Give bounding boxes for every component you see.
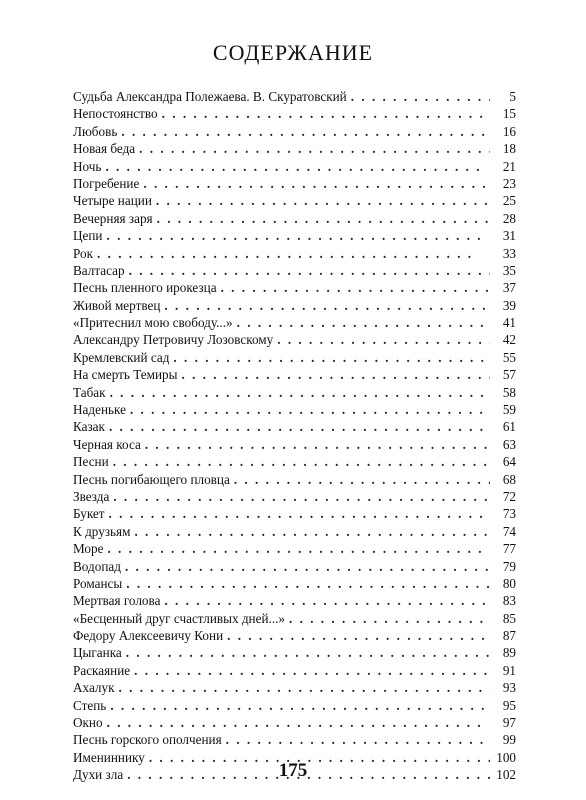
toc-entry <box>73 210 516 227</box>
toc-entry-page: 73 <box>502 506 516 522</box>
toc-entry-page: 39 <box>502 297 516 313</box>
toc-entry <box>73 627 516 644</box>
toc-entry-title: Табак <box>73 384 106 400</box>
toc-entry-page: 83 <box>502 593 516 609</box>
dot-leader <box>221 279 490 296</box>
toc-entry <box>73 227 516 244</box>
toc-entry-title: Наденьке <box>73 402 126 418</box>
dot-leader <box>107 540 490 557</box>
dot-leader <box>109 418 490 435</box>
toc-entry-page: 95 <box>502 697 516 713</box>
toc-entry-title: Ночь <box>73 158 102 174</box>
dot-leader <box>181 366 490 383</box>
toc-entry-title: Море <box>73 541 104 557</box>
toc-entry-title: Букет <box>73 506 105 522</box>
toc-entry-page: 64 <box>502 454 516 470</box>
toc-entry-title: Федору Алексеевичу Кони <box>73 628 224 644</box>
dot-leader <box>164 592 490 609</box>
toc-entry <box>73 245 516 262</box>
toc-entry-page: 77 <box>502 541 516 557</box>
toc-entry-title: На смерть Темиры <box>73 367 178 383</box>
dot-leader <box>134 523 490 540</box>
toc-entry <box>73 488 516 505</box>
dot-leader <box>126 575 490 592</box>
dot-leader <box>119 679 491 696</box>
toc-entry <box>73 558 516 575</box>
toc-entry <box>73 331 516 348</box>
toc-entry-page: 42 <box>502 332 516 348</box>
toc-entry-page: 68 <box>502 471 516 487</box>
dot-leader <box>110 384 490 401</box>
toc-entry-page: 37 <box>502 280 516 296</box>
toc-entry-page: 55 <box>502 349 516 365</box>
toc-entry-title: Степь <box>73 697 107 713</box>
toc-entry-page: 89 <box>502 645 516 661</box>
toc-entry <box>73 175 516 192</box>
dot-leader <box>289 610 490 627</box>
toc-entry <box>73 279 516 296</box>
toc-entry <box>73 366 516 383</box>
toc-entry <box>73 592 516 609</box>
toc-entry-page: 87 <box>502 628 516 644</box>
toc-entry-page: 23 <box>502 175 516 191</box>
toc-entry <box>73 192 516 209</box>
toc-entry-page: 33 <box>502 245 516 261</box>
dot-leader <box>157 210 490 227</box>
toc-entry-page: 91 <box>502 662 516 678</box>
toc-entry-title: Непостоянство <box>73 106 158 122</box>
dot-leader <box>105 158 490 175</box>
toc-entry-title: Окно <box>73 715 103 731</box>
toc-entry <box>73 575 516 592</box>
dot-leader <box>237 314 490 331</box>
toc-entry-title: «Притеснил мою свободу...» <box>73 315 233 331</box>
toc-entry-page: 41 <box>502 315 516 331</box>
toc-entry-page: 79 <box>502 558 516 574</box>
toc-entry-page: 100 <box>496 749 516 765</box>
toc-entry-page: 57 <box>502 367 516 383</box>
toc-entry-page: 72 <box>502 488 516 504</box>
toc-entry-title: Черная коса <box>73 436 141 452</box>
dot-leader <box>113 453 490 470</box>
toc-entry-title: Песнь погибающего пловца <box>73 471 230 487</box>
toc-entry-title: Песнь горского ополчения <box>73 732 222 748</box>
table-of-contents <box>73 88 516 784</box>
dot-leader <box>234 471 490 488</box>
toc-entry-page: 15 <box>502 106 516 122</box>
toc-entry <box>73 88 516 105</box>
toc-entry-page: 59 <box>502 402 516 418</box>
toc-entry <box>73 697 516 714</box>
toc-entry-page: 102 <box>496 767 516 783</box>
dot-leader <box>134 662 490 679</box>
toc-entry-title: Цепи <box>73 228 103 244</box>
toc-entry <box>73 140 516 157</box>
dot-leader <box>109 505 490 522</box>
toc-entry-title: Казак <box>73 419 105 435</box>
toc-entry-page: 31 <box>502 228 516 244</box>
toc-entry <box>73 679 516 696</box>
dot-leader <box>107 714 490 731</box>
toc-entry-title: Живой мертвец <box>73 297 161 313</box>
toc-entry <box>73 731 516 748</box>
toc-entry <box>73 123 516 140</box>
toc-entry <box>73 471 516 488</box>
toc-entry-title: Цыганка <box>73 645 122 661</box>
toc-entry <box>73 645 516 662</box>
toc-entry <box>73 418 516 435</box>
toc-entry-title: Погребение <box>73 175 140 191</box>
dot-leader <box>164 297 490 314</box>
toc-entry-page: 25 <box>502 193 516 209</box>
page-number: 175 <box>278 760 308 781</box>
toc-entry-title: Ахалук <box>73 680 115 696</box>
toc-entry-page: 80 <box>502 575 516 591</box>
dot-leader <box>126 644 490 661</box>
toc-entry-page: 28 <box>502 210 516 226</box>
toc-entry-page: 99 <box>502 732 516 748</box>
toc-entry <box>73 505 516 522</box>
toc-entry-title: Новая беда <box>73 141 136 157</box>
toc-entry-title: Мертвая голова <box>73 593 161 609</box>
toc-entry <box>73 523 516 540</box>
toc-entry <box>73 436 516 453</box>
dot-leader <box>226 731 490 748</box>
toc-entry <box>73 262 516 279</box>
toc-entry-page: 18 <box>502 141 516 157</box>
toc-entry-page: 63 <box>502 436 516 452</box>
dot-leader <box>97 245 490 262</box>
dot-leader <box>107 227 491 244</box>
dot-leader <box>113 488 490 505</box>
toc-entry <box>73 540 516 557</box>
toc-entry-page: 97 <box>502 715 516 731</box>
toc-entry-title: Рок <box>73 245 94 261</box>
dot-leader <box>156 192 490 209</box>
toc-entry-title: Вечерняя заря <box>73 210 153 226</box>
toc-entry <box>73 349 516 366</box>
toc-entry-title: Четыре нации <box>73 193 152 209</box>
dot-leader <box>173 349 490 366</box>
dot-leader <box>125 558 490 575</box>
toc-entry-title: Судьба Александра Полежаева. В. Скуратовский <box>73 88 347 104</box>
dot-leader <box>145 436 490 453</box>
toc-entry-page: 16 <box>502 123 516 139</box>
toc-entry-title: Валтасар <box>73 262 125 278</box>
toc-entry-page: 93 <box>502 680 516 696</box>
dot-leader <box>129 262 490 279</box>
toc-entry <box>73 714 516 731</box>
toc-entry-page: 74 <box>502 523 516 539</box>
toc-entry-title: К друзьям <box>73 523 131 539</box>
toc-entry-title: Духи зла <box>73 767 124 783</box>
dot-leader <box>351 88 490 105</box>
dot-leader <box>130 401 490 418</box>
toc-entry-title: Александру Петровичу Лозовскому <box>73 332 274 348</box>
toc-entry <box>73 158 516 175</box>
toc-entry-page: 61 <box>502 419 516 435</box>
toc-entry-title: «Бесценный друг счастливых дней...» <box>73 610 286 626</box>
dot-leader <box>227 627 490 644</box>
toc-entry-title: Имениннику <box>73 749 145 765</box>
toc-entry <box>73 453 516 470</box>
toc-entry-page: 35 <box>502 262 516 278</box>
toc-entry-title: Водопад <box>73 558 121 574</box>
toc-entry <box>73 384 516 401</box>
toc-entry <box>73 662 516 679</box>
toc-entry-title: Раскаяние <box>73 662 131 678</box>
toc-entry-title: Песнь пленного ирокезца <box>73 280 217 296</box>
toc-entry-title: Романсы <box>73 575 123 591</box>
toc-entry <box>73 314 516 331</box>
toc-entry-title: Кремлевский сад <box>73 349 170 365</box>
toc-entry-page: 85 <box>502 610 516 626</box>
page-title: СОДЕРЖАНИЕ <box>212 40 374 65</box>
toc-entry-title: Звезда <box>73 488 110 504</box>
toc-entry <box>73 297 516 314</box>
dot-leader <box>162 105 490 122</box>
dot-leader <box>277 331 490 348</box>
toc-entry <box>73 105 516 122</box>
toc-entry-title: Песни <box>73 454 109 470</box>
dot-leader <box>121 123 490 140</box>
toc-entry-page: 5 <box>509 88 516 104</box>
dot-leader <box>139 140 490 157</box>
toc-entry-page: 21 <box>502 158 516 174</box>
toc-entry <box>73 610 516 627</box>
toc-entry-title: Любовь <box>73 123 118 139</box>
dot-leader <box>110 697 490 714</box>
toc-entry-page: 58 <box>502 384 516 400</box>
toc-entry <box>73 401 516 418</box>
dot-leader <box>143 175 490 192</box>
